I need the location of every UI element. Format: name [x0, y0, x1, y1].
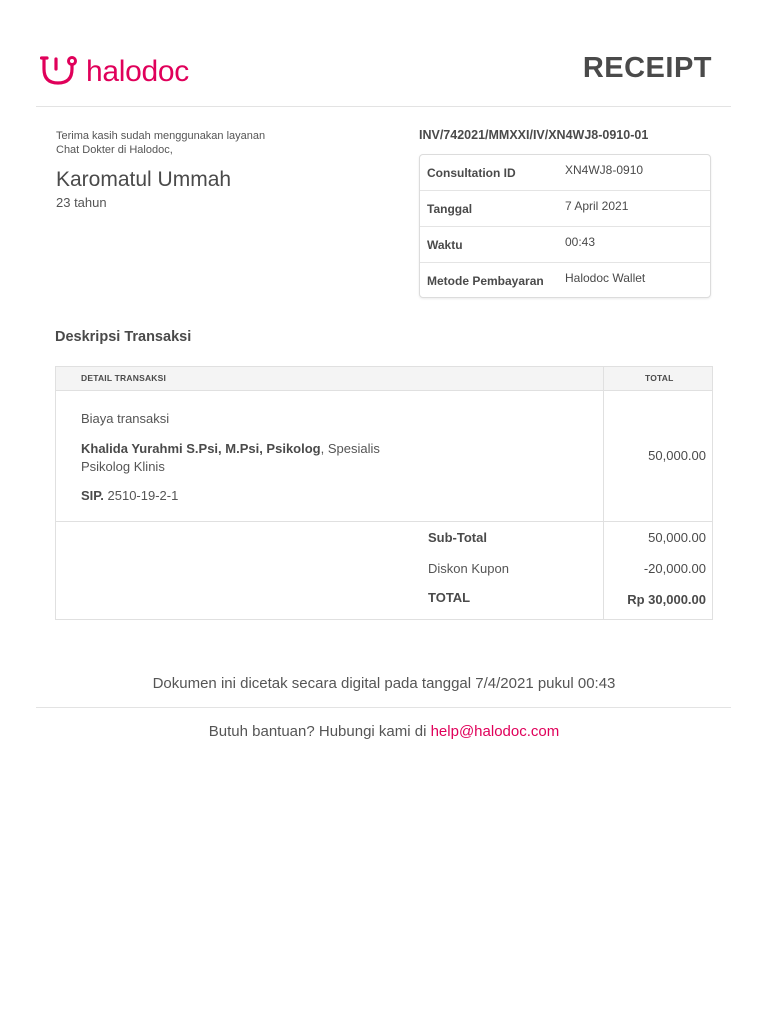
- transaction-table: [55, 366, 713, 620]
- column-header-detail: DETAIL TRANSAKSI: [81, 373, 167, 383]
- footer-divider: [36, 707, 731, 708]
- info-value: 00:43: [565, 235, 596, 249]
- item-amount: 50,000.00: [648, 448, 706, 463]
- table-header: [56, 367, 712, 391]
- info-value: 7 April 2021: [565, 199, 629, 213]
- halodoc-logo: [40, 54, 189, 90]
- help-line: [0, 723, 768, 740]
- thank-you-line-2: Chat Dokter di Halodoc,: [56, 144, 173, 156]
- info-value: Halodoc Wallet: [565, 271, 646, 285]
- receipt-title: RECEIPT: [582, 52, 712, 84]
- header-divider: [36, 106, 731, 107]
- subtotal-value: 50,000.00: [648, 530, 706, 545]
- sip-number: [81, 488, 178, 503]
- info-label: Waktu: [427, 238, 463, 252]
- invoice-number: INV/742021/MMXXI/IV/XN4WJ8-0910-01: [419, 128, 649, 142]
- info-value: XN4WJ8-0910: [565, 163, 644, 177]
- column-divider: [603, 367, 604, 619]
- thank-you-line-1: Terima kasih sudah menggunakan layanan: [56, 130, 266, 142]
- info-label: Tanggal: [427, 202, 473, 216]
- patient-name: Karomatul Ummah: [56, 168, 232, 191]
- doctor-specialty: , Spesialis Psikolog Klinis: [81, 441, 380, 474]
- consultation-info-box: [419, 154, 711, 298]
- patient-age: 23 tahun: [56, 195, 107, 210]
- stethoscope-icon: [40, 55, 82, 89]
- info-row-consultation-id: [420, 155, 710, 191]
- row-divider: [56, 521, 712, 522]
- print-notice: Dokumen ini dicetak secara digital pada tanggal 7/4/2021 pukul 00:43: [152, 675, 616, 692]
- info-label: Metode Pembayaran: [427, 274, 544, 288]
- total-label: TOTAL: [428, 590, 471, 605]
- discount-value: -20,000.00: [643, 561, 706, 576]
- section-title: Deskripsi Transaksi: [55, 329, 192, 345]
- info-row-metode-pembayaran: [420, 263, 710, 298]
- help-email-link[interactable]: help@halodoc.com: [430, 723, 560, 740]
- info-row-waktu: [420, 227, 710, 263]
- total-value: Rp 30,000.00: [627, 592, 706, 607]
- doctor-info: [81, 440, 431, 476]
- column-header-total: TOTAL: [645, 373, 674, 383]
- item-title: Biaya transaksi: [81, 411, 170, 426]
- info-row-tanggal: [420, 191, 710, 227]
- help-text: Butuh bantuan? Hubungi kami di: [208, 723, 431, 740]
- logo-text: halodoc: [86, 55, 189, 88]
- subtotal-label: Sub-Total: [428, 530, 487, 545]
- info-label: Consultation ID: [427, 166, 516, 180]
- sip-label: SIP.: [81, 488, 104, 503]
- thank-you-message: [56, 129, 336, 157]
- sip-value: 2510-19-2-1: [103, 488, 179, 503]
- doctor-name: Khalida Yurahmi S.Psi, M.Psi, Psikolog: [81, 441, 321, 456]
- discount-label: Diskon Kupon: [428, 561, 509, 576]
